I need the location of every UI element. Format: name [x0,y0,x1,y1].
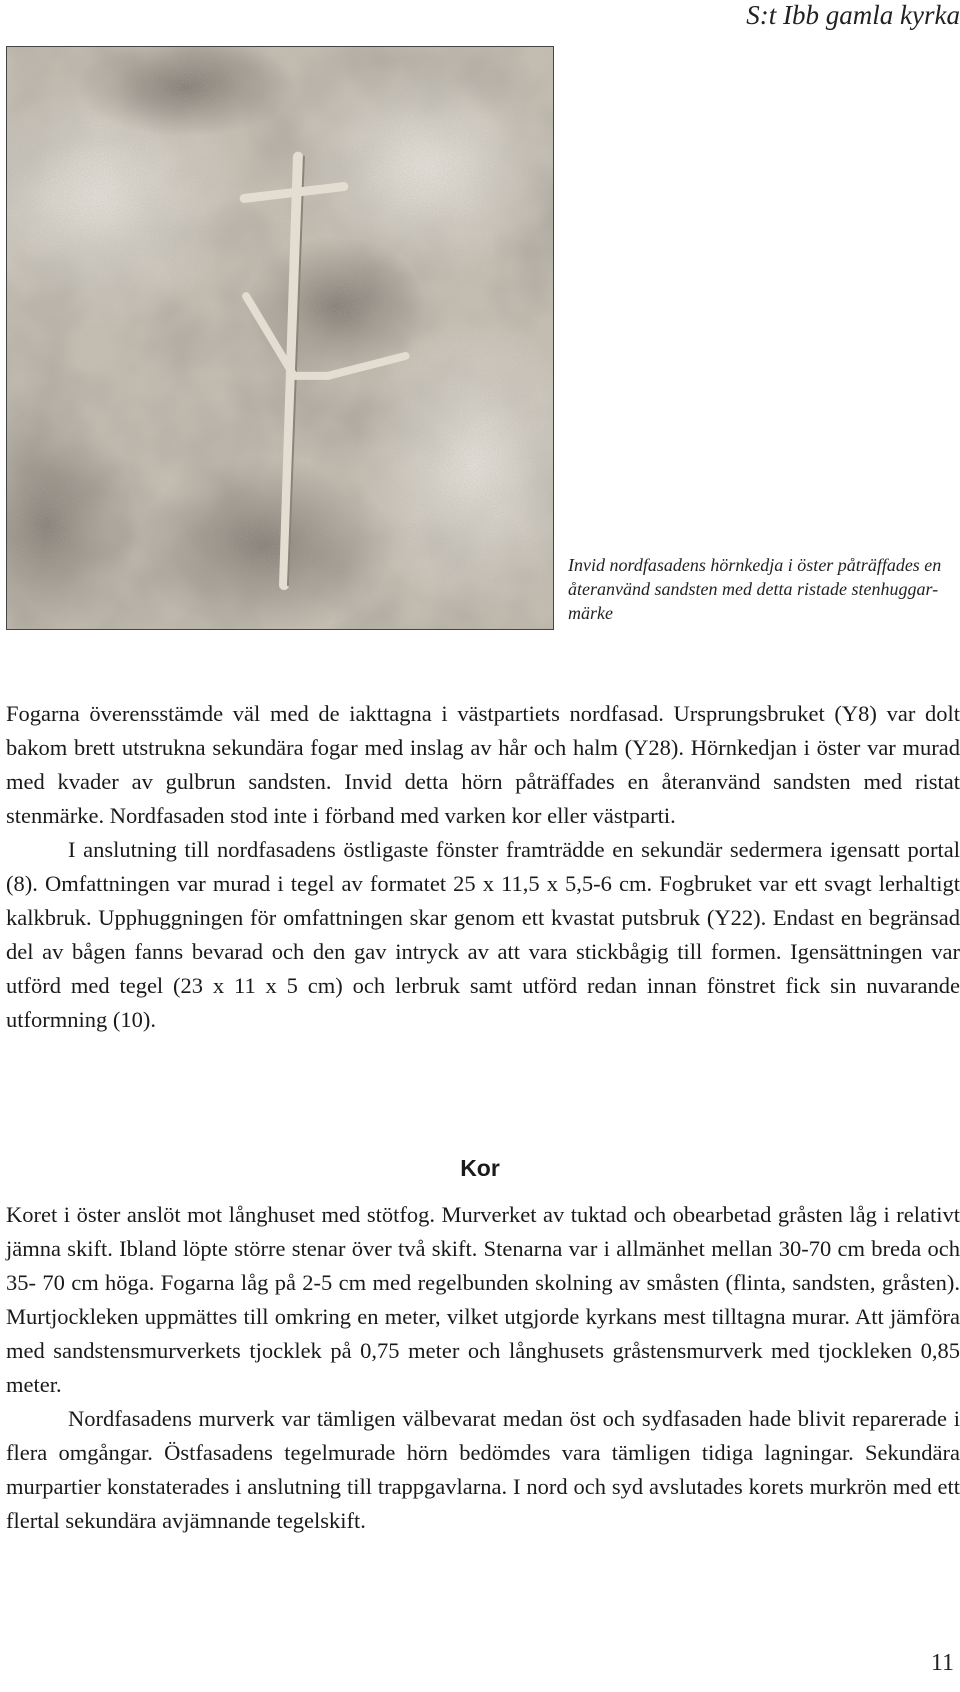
section-heading: Kor [460,1155,500,1181]
figure-caption: Invid nordfasadens hörnkedja i öster påträffades en återanvänd sandsten med detta ristade stenhuggar-märke [568,555,942,623]
paragraph: Koret i öster anslöt mot långhuset med stötfog. Murverket av tuktad och obearbetad gråsten låg i relativt jämna skift. Ibland löpte större stenar över två skift. Stenarna var i allmänhet mellan 30-70 cm breda och 35- 70 cm höga. Fogarna låg på 2-5 cm med regelbunden skolning av småsten (flinta, sandsten, gråsten). Murtjockleken uppmättes till omkring en meter, vilket utgjorde kyrkans mest tilltagna murar. Att jämföra med sandstensmurverkets tjocklek på 0,75 meter och långhusets gråstensmurverk med tjockleken 0,85 meter. [6,1202,960,1397]
running-title: S:t Ibb gamla kyrka [746,0,960,30]
body-section-1 [6,697,960,1037]
page-number: 11 [930,1650,954,1676]
paragraph: Nordfasadens murverk var tämligen välbevarat medan öst och sydfasaden hade blivit reparerade i flera omgångar. Östfasadens tegelmurade hörn bedömdes vara tämligen tidiga lagningar. Sekundära murpartier konstaterades i anslutning till trappgavlarna. I nord och syd avslutades korets murkrön med ett flertal sekundära avjämnande tegelskift. [6,1406,960,1533]
paragraph: I anslutning till nordfasadens östligaste fönster framträdde en sekundär sedermera igensatt portal (8). Omfattningen var murad i tegel av formatet 25 x 11,5 x 5,5-6 cm. Fogbruket var ett svagt lerhaltigt kalkbruk. Upphuggningen för omfattningen skar genom ett kvastat putsbruk (Y22). Endast en begränsad del av bågen fanns bevarad och den gav intryck av att vara stickbågig till formen. Igensättningen var utförd med tegel (23 x 11 x 5 cm) och lerbruk samt utförd redan innan fönstret fick sin nuvarande utformning (10). [6,837,960,1032]
stone-mason-mark-photo [6,46,554,630]
stone-texture-image [7,47,553,629]
paragraph: Fogarna överensstämde väl med de iakttagna i västpartiets nordfasad. Ursprungsbruket (Y8) var dolt bakom brett utstrukna sekundära fogar med inslag av hår och halm (Y28). Hörnkedjan i öster var murad med kvader av gulbrun sandsten. Invid detta hörn påträffades en återanvänd sandsten med ristat stenmärke. Nordfasaden stod inte i förband med varken kor eller västparti. [6,701,960,828]
body-section-2 [6,1198,960,1538]
